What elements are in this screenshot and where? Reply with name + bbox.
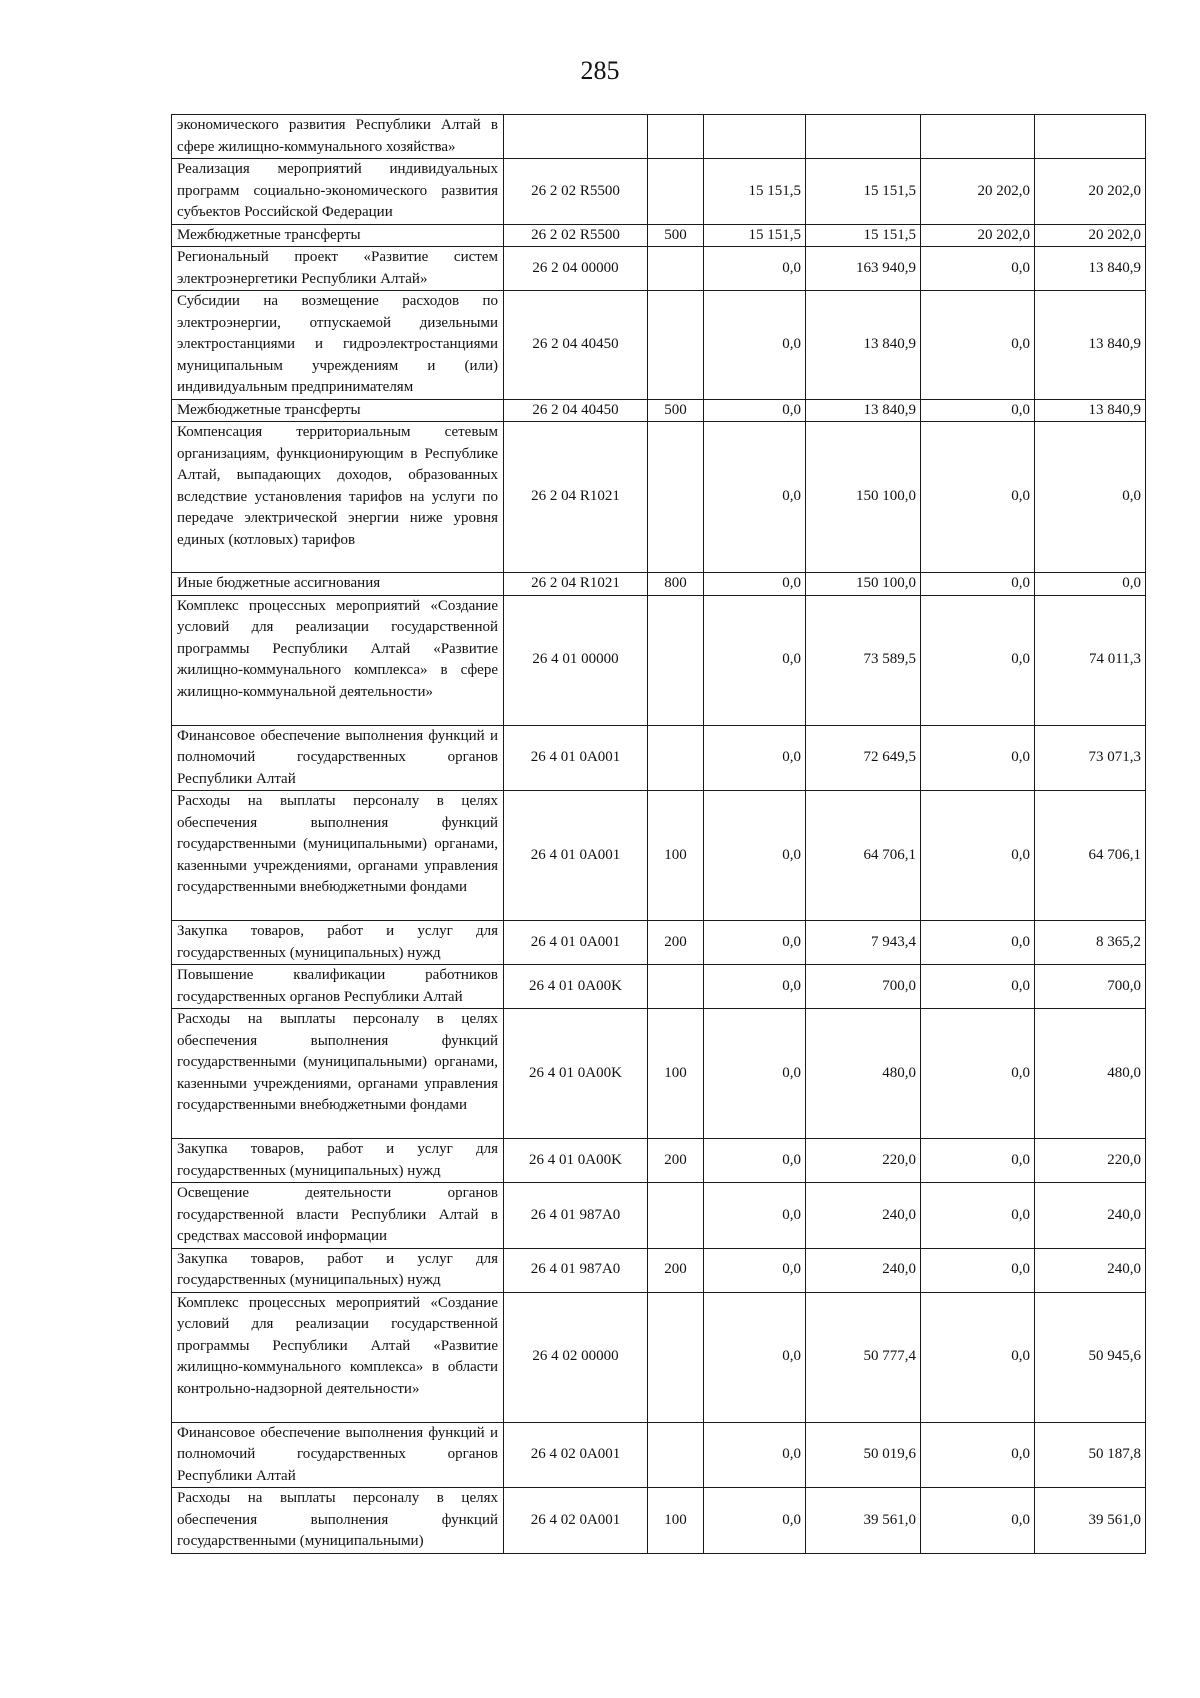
row-value-3: 0,0 [921, 247, 1035, 291]
row-value-1: 0,0 [704, 247, 806, 291]
row-value-1: 0,0 [704, 921, 806, 965]
row-value-4: 13 840,9 [1035, 247, 1146, 291]
row-value-4: 240,0 [1035, 1248, 1146, 1292]
row-value-2 [806, 115, 921, 159]
table-row [172, 247, 1146, 291]
row-type [648, 725, 704, 791]
row-value-2: 73 589,5 [806, 595, 921, 725]
row-code: 26 4 01 987A0 [504, 1248, 648, 1292]
row-value-2: 7 943,4 [806, 921, 921, 965]
row-value-4: 0,0 [1035, 422, 1146, 573]
row-code: 26 2 02 R5500 [504, 159, 648, 225]
row-name: Региональный проект «Развитие систем электроэнергетики Республики Алтай» [172, 247, 504, 291]
row-code: 26 2 04 R1021 [504, 422, 648, 573]
row-value-3: 0,0 [921, 921, 1035, 965]
row-value-3: 0,0 [921, 1183, 1035, 1249]
table-row [172, 1422, 1146, 1488]
row-value-2: 163 940,9 [806, 247, 921, 291]
row-type [648, 422, 704, 573]
row-type: 500 [648, 399, 704, 422]
row-type: 100 [648, 1009, 704, 1139]
row-name: Иные бюджетные ассигнования [172, 573, 504, 596]
row-name: Закупка товаров, работ и услуг для государственных (муниципальных) нужд [172, 1248, 504, 1292]
table-row [172, 422, 1146, 573]
row-name: Закупка товаров, работ и услуг для государственных (муниципальных) нужд [172, 921, 504, 965]
row-value-1: 0,0 [704, 1422, 806, 1488]
row-value-2: 480,0 [806, 1009, 921, 1139]
row-code: 26 4 01 0A00K [504, 1009, 648, 1139]
row-type [648, 291, 704, 400]
row-name: Освещение деятельности органов государственной власти Республики Алтай в средствах массовой информации [172, 1183, 504, 1249]
row-value-4: 13 840,9 [1035, 399, 1146, 422]
row-type [648, 159, 704, 225]
row-type [648, 595, 704, 725]
row-code [504, 115, 648, 159]
row-type: 200 [648, 921, 704, 965]
row-code: 26 4 01 987A0 [504, 1183, 648, 1249]
table-row [172, 573, 1146, 596]
budget-table [171, 114, 1146, 1554]
row-type: 200 [648, 1248, 704, 1292]
row-name: Реализация мероприятий индивидуальных программ социально-экономического развития субъектов Российской Федерации [172, 159, 504, 225]
row-value-3: 0,0 [921, 1422, 1035, 1488]
row-type [648, 247, 704, 291]
row-type [648, 115, 704, 159]
row-value-3 [921, 115, 1035, 159]
row-value-3: 0,0 [921, 1248, 1035, 1292]
row-value-1: 0,0 [704, 965, 806, 1009]
row-value-3: 0,0 [921, 1009, 1035, 1139]
row-name: Субсидии на возмещение расходов по электроэнергии, отпускаемой дизельными электростанциями и гидроэлектростанциями муниципальным учреждениям и (или) индивидуальным предпринимателям [172, 291, 504, 400]
row-value-4: 20 202,0 [1035, 159, 1146, 225]
table-row [172, 1183, 1146, 1249]
row-code: 26 2 04 40450 [504, 291, 648, 400]
row-code: 26 2 04 R1021 [504, 573, 648, 596]
row-name: Расходы на выплаты персоналу в целях обеспечения выполнения функций государственными (муниципальными) [172, 1488, 504, 1554]
row-name: Финансовое обеспечение выполнения функций и полномочий государственных органов Республики Алтай [172, 1422, 504, 1488]
row-value-4: 0,0 [1035, 573, 1146, 596]
row-value-1: 0,0 [704, 1248, 806, 1292]
row-value-2: 13 840,9 [806, 291, 921, 400]
table-row [172, 921, 1146, 965]
row-value-2: 150 100,0 [806, 573, 921, 596]
table-row [172, 1488, 1146, 1554]
row-name: Расходы на выплаты персоналу в целях обеспечения выполнения функций государственными (муниципальными) органами, казенными учреждениями, органами управления государственными внебюджетными фондами [172, 791, 504, 921]
row-type [648, 965, 704, 1009]
row-name: Повышение квалификации работников государственных органов Республики Алтай [172, 965, 504, 1009]
table-row [172, 595, 1146, 725]
row-code: 26 2 04 00000 [504, 247, 648, 291]
row-type: 100 [648, 1488, 704, 1554]
row-value-3: 0,0 [921, 1139, 1035, 1183]
row-value-4: 480,0 [1035, 1009, 1146, 1139]
row-value-1: 0,0 [704, 1183, 806, 1249]
row-value-3: 0,0 [921, 1488, 1035, 1554]
row-value-4: 700,0 [1035, 965, 1146, 1009]
table-row [172, 224, 1146, 247]
row-value-2: 15 151,5 [806, 224, 921, 247]
row-value-2: 240,0 [806, 1248, 921, 1292]
row-value-1: 0,0 [704, 1139, 806, 1183]
row-value-1: 0,0 [704, 1009, 806, 1139]
row-value-4: 220,0 [1035, 1139, 1146, 1183]
row-value-4: 20 202,0 [1035, 224, 1146, 247]
table-row [172, 291, 1146, 400]
table-row [172, 159, 1146, 225]
row-name: Межбюджетные трансферты [172, 399, 504, 422]
table-row [172, 1139, 1146, 1183]
table-row [172, 1292, 1146, 1422]
row-code: 26 4 01 0A001 [504, 725, 648, 791]
row-value-4: 73 071,3 [1035, 725, 1146, 791]
row-value-3: 20 202,0 [921, 159, 1035, 225]
table-row [172, 725, 1146, 791]
row-name: Финансовое обеспечение выполнения функций и полномочий государственных органов Республики Алтай [172, 725, 504, 791]
row-value-1: 15 151,5 [704, 224, 806, 247]
row-type: 100 [648, 791, 704, 921]
row-value-2: 150 100,0 [806, 422, 921, 573]
row-value-3: 0,0 [921, 291, 1035, 400]
page-number: 285 [580, 56, 620, 85]
row-value-4: 50 945,6 [1035, 1292, 1146, 1422]
row-code: 26 4 01 0A001 [504, 791, 648, 921]
row-value-2: 15 151,5 [806, 159, 921, 225]
row-value-1: 15 151,5 [704, 159, 806, 225]
row-code: 26 4 02 00000 [504, 1292, 648, 1422]
row-value-1: 0,0 [704, 595, 806, 725]
table-row [172, 115, 1146, 159]
row-value-4: 240,0 [1035, 1183, 1146, 1249]
row-code: 26 2 04 40450 [504, 399, 648, 422]
row-name: Компенсация территориальным сетевым организациям, функционирующим в Республике Алтай, выпадающих доходов, образованных вследствие установления тарифов на услуги по передаче электрической энергии ниже уровня единых (котловых) тарифов [172, 422, 504, 573]
row-type: 200 [648, 1139, 704, 1183]
table-row [172, 965, 1146, 1009]
row-value-1: 0,0 [704, 573, 806, 596]
row-value-4: 39 561,0 [1035, 1488, 1146, 1554]
row-value-1: 0,0 [704, 422, 806, 573]
row-code: 26 4 01 0A001 [504, 921, 648, 965]
row-value-1: 0,0 [704, 399, 806, 422]
table-row [172, 1009, 1146, 1139]
row-value-3: 0,0 [921, 791, 1035, 921]
row-value-2: 13 840,9 [806, 399, 921, 422]
row-value-3: 0,0 [921, 725, 1035, 791]
row-name: Закупка товаров, работ и услуг для государственных (муниципальных) нужд [172, 1139, 504, 1183]
row-value-2: 240,0 [806, 1183, 921, 1249]
row-code: 26 4 01 0A00K [504, 1139, 648, 1183]
row-value-4: 74 011,3 [1035, 595, 1146, 725]
row-type [648, 1183, 704, 1249]
row-value-4: 13 840,9 [1035, 291, 1146, 400]
row-name: Комплекс процессных мероприятий «Создание условий для реализации государственной программы Республики Алтай «Развитие жилищно-коммунального комплекса» в области контрольно-надзорной деятельности» [172, 1292, 504, 1422]
row-type [648, 1292, 704, 1422]
row-value-2: 39 561,0 [806, 1488, 921, 1554]
row-value-1: 0,0 [704, 1292, 806, 1422]
row-value-1 [704, 115, 806, 159]
row-value-2: 72 649,5 [806, 725, 921, 791]
row-value-4: 50 187,8 [1035, 1422, 1146, 1488]
row-value-4: 8 365,2 [1035, 921, 1146, 965]
row-value-3: 0,0 [921, 399, 1035, 422]
row-name: Межбюджетные трансферты [172, 224, 504, 247]
row-value-3: 0,0 [921, 422, 1035, 573]
row-value-1: 0,0 [704, 1488, 806, 1554]
row-code: 26 4 01 00000 [504, 595, 648, 725]
row-name: экономического развития Республики Алтай в сфере жилищно-коммунального хозяйства» [172, 115, 504, 159]
row-value-1: 0,0 [704, 291, 806, 400]
row-value-3: 0,0 [921, 573, 1035, 596]
row-type [648, 1422, 704, 1488]
row-code: 26 4 01 0A00K [504, 965, 648, 1009]
row-value-2: 700,0 [806, 965, 921, 1009]
row-code: 26 2 02 R5500 [504, 224, 648, 247]
row-value-3: 0,0 [921, 965, 1035, 1009]
row-value-2: 220,0 [806, 1139, 921, 1183]
row-value-1: 0,0 [704, 725, 806, 791]
row-type: 500 [648, 224, 704, 247]
row-type: 800 [648, 573, 704, 596]
row-value-4 [1035, 115, 1146, 159]
row-value-2: 50 019,6 [806, 1422, 921, 1488]
row-value-2: 64 706,1 [806, 791, 921, 921]
table-row [172, 791, 1146, 921]
row-value-3: 0,0 [921, 595, 1035, 725]
row-value-2: 50 777,4 [806, 1292, 921, 1422]
row-value-1: 0,0 [704, 791, 806, 921]
row-name: Расходы на выплаты персоналу в целях обеспечения выполнения функций государственными (муниципальными) органами, казенными учреждениями, органами управления государственными внебюджетными фондами [172, 1009, 504, 1139]
table-row [172, 1248, 1146, 1292]
row-value-3: 20 202,0 [921, 224, 1035, 247]
row-value-3: 0,0 [921, 1292, 1035, 1422]
table-row [172, 399, 1146, 422]
row-code: 26 4 02 0A001 [504, 1422, 648, 1488]
row-value-4: 64 706,1 [1035, 791, 1146, 921]
row-code: 26 4 02 0A001 [504, 1488, 648, 1554]
row-name: Комплекс процессных мероприятий «Создание условий для реализации государственной программы Республики Алтай «Развитие жилищно-коммунального комплекса» в сфере жилищно-коммунальной деятельности» [172, 595, 504, 725]
